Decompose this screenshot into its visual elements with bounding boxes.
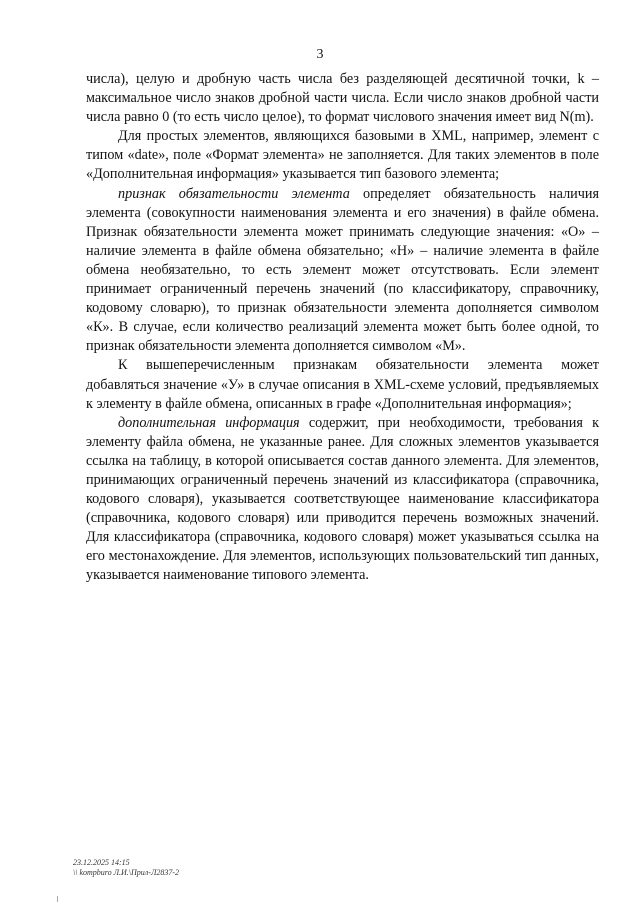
footer-date: 23.12.2025 14:15 xyxy=(73,858,130,867)
paragraph-4: К вышеперечисленным признакам обязательности элемента может добавляться значение «У» в случае описания в XML-схеме условий, предъявляемых к элементу в файле обмена, описанных в графе «Дополнительная информация»; xyxy=(86,357,599,412)
footer-path: \\ kompburo Л.И.\Прил-Л2837-2 xyxy=(73,868,180,877)
paragraph-5 xyxy=(86,414,599,586)
paragraph-3 xyxy=(86,185,599,357)
term-mandatory-sign: признак обязательности элемента xyxy=(118,185,350,202)
footer-stamp xyxy=(73,858,179,878)
term-additional-info: дополнительная информация xyxy=(118,414,300,431)
paragraph-3-text: определяет обязательность наличия элемента (совокупности наименования элемента и его значения) в файле обмена. Признак обязательности элемента может принимать следующие значения: «О» – наличие элемента в файле обмена обязательно; «Н» – наличие элемента в файле обмена необязательно, то есть элемент может отсутствовать. Если элемент принимает ограниченный перечень значений (по классификатору, справочнику, кодовому словарю), то признак обязательности элемента дополняется символом «К». В случае, если количество реализаций элемента может быть более одной, то признак обязательности элемента дополняется символом «М». xyxy=(86,185,599,355)
body-text xyxy=(86,70,599,586)
page-number: 3 xyxy=(316,47,324,62)
paragraph-5-text: содержит, при необходимости, требования к элементу файла обмена, не указанные ранее. Для сложных элементов указывается ссылка на таблицу, в которой описывается состав данного элемента. Для элементов, принимающих ограниченный перечень значений из классификатора (справочника, кодового словаря), указывается соответствующее наименование классификатора (справочника, кодового словаря) или приводится перечень возможных значений. Для классификатора (справочника, кодового словаря) может указываться ссылка на его местонахождение. Для элементов, использующих пользовательский тип данных, указывается наименование типового элемента. xyxy=(86,414,599,584)
paragraph-2: Для простых элементов, являющихся базовыми в XML, например, элемент с типом «date», поле «Формат элемента» не заполняется. Для таких элементов в поле «Дополнительная информация» указывается тип базового элемента; xyxy=(86,128,599,183)
paragraph-1: числа), целую и дробную часть числа без разделяющей десятичной точки, k – максимальное число знаков дробной части числа. Если число знаков дробной части числа равно 0 (то есть число целое), то формат числового значения имеет вид N(m). xyxy=(86,71,599,126)
scan-mark xyxy=(57,896,58,902)
